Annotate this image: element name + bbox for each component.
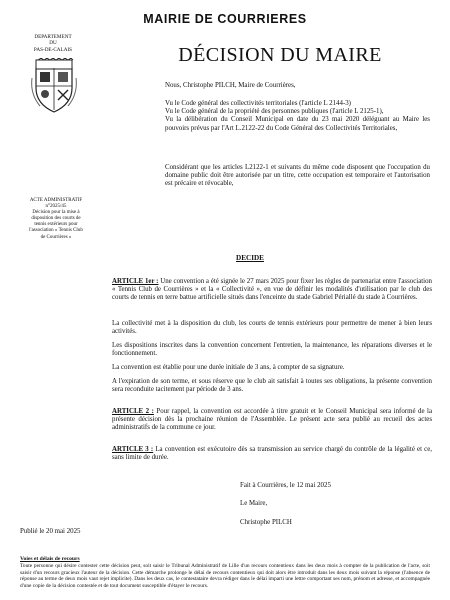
paragraph-reconduction: A l'expiration de son terme, et sous réserve que le club ait satisfait à toutes ses obligations, la présente convention sera reconduite tacitement par période de 3 ans. (112, 378, 432, 394)
article-3: ARTICLE 3 : La convention est exécutoire dès sa transmission au service chargé du contrôle de la légalité et ce, sans limite de durée. (112, 446, 432, 462)
page-title: DÉCISION DU MAIRE (178, 44, 382, 66)
coat-of-arms-icon (30, 58, 78, 114)
article-2: ARTICLE 2 : Pour rappel, la convention est accordée à titre gratuit et le Conseil Municipal sera informé de la présente décision dès la prochaine réunion de l'Assemblée. Le présent acte sera publié au recueil des actes administratifs de la commune ce jour. (112, 408, 432, 432)
article-1: ARTICLE 1er : Une convention a été signée le 27 mars 2025 pour fixer les règles de partenariat entre l'association « Tennis Club de Courrières » et la « Collectivité », en vue de définir les modalités d'utilisation par le club des courts de tennis en terre battue artificielle situés dans l'enceinte du stade Gabriel Périallé du stade à Courrières. (112, 278, 432, 302)
paragraph-duree: La convention est établie pour une durée initiale de 3 ans, à compter de sa signature. (112, 364, 345, 371)
fait-line: Fait à Courrières, le 12 mai 2025 (240, 482, 331, 489)
paragraph-disposition: La collectivité met à la disposition du club, les courts de tennis extérieurs pour permettre de mener à bien leurs activités. (112, 320, 432, 336)
department-label: DEPARTEMENT DU PAS-DE-CALAIS (33, 34, 73, 53)
signature-name: Christophe PILCH (240, 519, 292, 526)
mairie-heading: MAIRIE DE COURRIERES (143, 12, 307, 26)
vu-block: Vu le Code général des collectivités territoriales (l'article L 2144-3) Vu le Code général de la propriété des personnes publiques (l'article L 2125-1), Vu la délibération du Conseil Municipal en date du 23 mai 2020 déléguant au Maire les pouvoirs prévus par l'Art L.2122-22 du Code Général des Collectivités Territoriales, (165, 100, 430, 132)
decide-heading: DECIDE (236, 254, 264, 262)
le-maire-line: Le Maire, (240, 500, 268, 507)
publication-date: Publié le 20 mai 2025 (20, 528, 81, 535)
voies-recours-title: Voies et délais de recours (20, 556, 80, 562)
voies-recours-text: Toute personne qui désire contester cette décision peut, soit saisir le Tribunal Administratif de Lille d'un recours contentieux dans les deux mois à compter de la publication de l'acte, soit saisir d'un recours gracieux l'auteur de la décision. Cette démarche prolonge le délai de recours contentieux qui doit alors être introduit dans les deux mois suivant la réponse (l'absence de réponse au terme de deux mois vaut rejet implicite). Dans les deux cas, le contestataire devra rédiger dans le délai imparti une lettre comportant ses nom, prénom et adresse, et accompagnée d'une copie de la décision contestée et de tout document susceptible d'étayer le recours. (20, 563, 430, 589)
acte-sidebar: ACTE ADMINISTRATIF n°2025/45 Décision pour la mise à disposition des courts de tennis extérieurs pour l'association « Tennis Club de Courrières » (29, 198, 83, 240)
intro-line: Nous, Christophe PILCH, Maire de Courrières, (165, 82, 296, 89)
considerant-paragraph: Considérant que les articles L2122-1 et suivants du même code disposent que l'occupation du domaine public doit être autorisée par un titre, cette occupation est temporaire et l'autorisation est précaire et révocable, (165, 164, 430, 188)
paragraph-dispositions: Les dispositions inscrites dans la convention concernent l'entretien, la maintenance, les réparations diverses et le fonctionnement. (112, 342, 432, 358)
